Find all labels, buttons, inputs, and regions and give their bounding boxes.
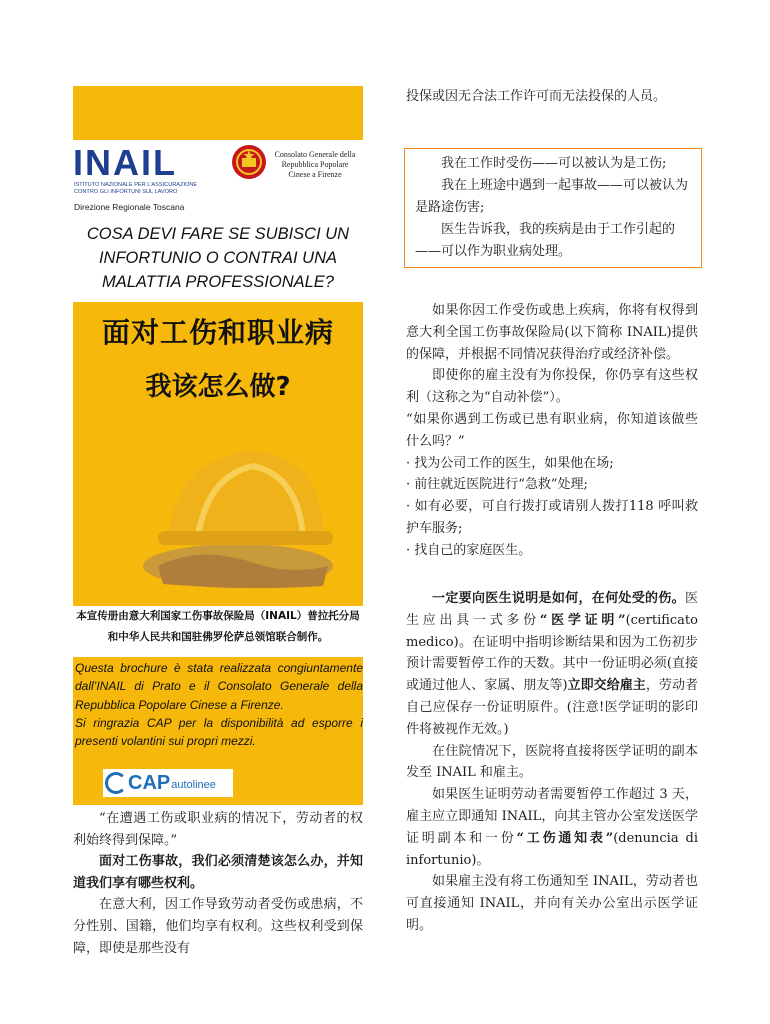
callout-box xyxy=(404,148,702,268)
inail-subtitle: ISTITUTO NAZIONALE PER L'ASSICURAZIONE CONTRO GLI INFORTUNI SUL LAVORO xyxy=(74,182,198,195)
bold-paragraph: 面对工伤事故，我们必须清楚该怎么办，并知道我们享有哪些权利。 xyxy=(73,854,363,891)
text-span: (certificato medico)。在证明中指明诊断结果和因为工伤初步预计需要暂停工作的天数。其中一份证明必须(直接或通过他人、家属、朋友等) xyxy=(406,612,698,694)
list-item: · 前往就近医院进行“急救”处理; xyxy=(406,477,588,493)
cover-banner xyxy=(73,86,363,643)
text-span: 如果医生证明劳动者需要暂停工作超过 3 天，雇主应立即通知 INAIL，向其主管办公室发送医学证明副本和一份 xyxy=(406,787,698,846)
emphasis-text: 一定要向医生说明是如何，在何处受的伤。 xyxy=(432,591,685,606)
inail-logo: INAIL xyxy=(73,142,177,183)
paragraph: 如果雇主没有将工伤通知至 INAIL，劳动者也可直接通知 INAIL，并向有关办公室出示医学证明。 xyxy=(406,874,698,933)
cap-logo xyxy=(103,769,233,797)
chinese-title-2: 我该怎么做? xyxy=(145,372,291,402)
list-item: · 找自己的家庭医生。 xyxy=(406,542,532,558)
chinese-title-1: 面对工伤和职业病 xyxy=(101,316,334,349)
paragraph: “如果你遇到工伤或已患有职业病，你知道该做些什么吗？” xyxy=(406,411,698,449)
paragraph xyxy=(406,588,698,741)
helmet-and-gloves-illustration xyxy=(138,416,338,601)
certificate-section xyxy=(406,588,698,937)
right-column-top xyxy=(406,86,698,108)
cap-swirl-icon xyxy=(105,772,127,794)
continued-text: 投保或因无合法工作许可而无法投保的人员。 xyxy=(406,89,667,104)
emphasis-text: “医学证明” xyxy=(539,612,626,628)
emphasis-text: “工伤通知表” xyxy=(516,830,614,846)
left-body-text xyxy=(73,808,363,959)
callout-line-2: 我在上班途中遇到一起事故——可以被认为是路途伤害; xyxy=(415,178,689,215)
emphasis-text: 立即交给雇主 xyxy=(567,678,646,694)
italian-credit-text: Questa brochure è stata realizzata congiuntamente dall’INAIL di Prato e il Consolato Generale della Repubblica Popolare Cinese a Firenze. xyxy=(75,661,363,712)
cap-logo-subtext: autolinee xyxy=(171,779,216,791)
list-item: · 找为公司工作的医生，如果他在场; xyxy=(406,455,614,471)
quote-paragraph: “在遭遇工伤或职业病的情况下，劳动者的权利始终得到保障。” xyxy=(73,811,363,848)
chinese-credit: 本宣传册由意大利国家工伤事故保险局（INAIL）普拉托分局和中华人民共和国驻佛罗伦萨总领馆联合制作。 xyxy=(76,610,360,643)
callout-line-3: 医生告诉我，我的疾病是由于工作引起的——可以作为职业病处理。 xyxy=(415,222,676,259)
italian-thanks-text: Si ringrazia CAP per la disponibilità ad esporre i presenti volantini sui propri mezzi. xyxy=(75,715,363,749)
callout-line-1: 我在工作时受伤——可以被认为是工伤; xyxy=(441,156,667,171)
left-column xyxy=(73,86,363,956)
italian-credit-box xyxy=(73,657,363,805)
text-span: ，劳动者自己应保存一份证明原件。(注意!医学证明的影印件将被视作无效。) xyxy=(406,678,698,737)
paragraph: 即使你的雇主没有为你投保，你仍享有这些权利（这称之为“自动补偿”）。 xyxy=(406,368,698,406)
consulate-name: Consolato Generale della Repubblica Popolare Cinese a Firenze xyxy=(274,150,356,179)
rights-section xyxy=(406,300,698,562)
paragraph: 在住院情况下，医院将直接将医学证明的副本发至 INAIL 和雇主。 xyxy=(406,743,698,781)
text-span: 医生应出具一式多份 xyxy=(406,591,698,628)
paragraph: 如果你因工作受伤或患上疾病，你将有权得到意大利全国工伤事故保险局(以下简称 INAIL)提供的保障，并根据不同情况获得治疗或经济补偿。 xyxy=(406,303,698,362)
list-item: · 如有必要，可自行拨打或请别人拨打118 呼叫救护车服务; xyxy=(406,499,698,536)
paragraph xyxy=(406,784,698,871)
cap-logo-text: CAP xyxy=(128,771,171,794)
italian-title: COSA DEVI FARE SE SUBISCI UN INFORTUNIO O CONTRAI UNA MALATTIA PROFESSIONALE? xyxy=(86,225,350,291)
direzione-label: Direzione Regionale Toscana xyxy=(74,202,185,212)
text-span: (denuncia di infortunio)。 xyxy=(406,830,698,868)
rights-paragraph: 在意大利，因工作导致劳动者受伤或患病，不分性别、国籍，他们均享有权利。这些权利受到保障，即使是那些没有 xyxy=(73,897,363,956)
chinese-emblem-icon xyxy=(231,144,267,180)
